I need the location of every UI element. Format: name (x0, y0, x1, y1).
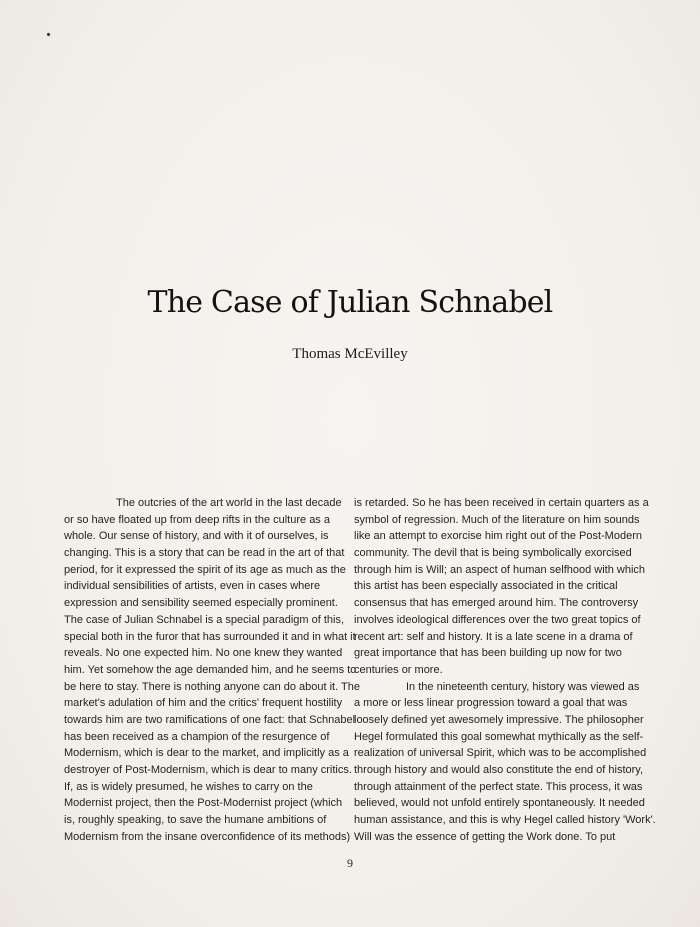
text-line: is, roughly speaking, to save the humane ambitions of (64, 814, 327, 827)
text-line: Modernism, which is dear to the market, and implicitly as a (64, 747, 349, 760)
text-line: The case of Julian Schnabel is a special paradigm of this, (64, 613, 345, 626)
text-line: community. The devil that is being symbolically exorcised (354, 547, 632, 560)
author-name: Thomas McEvilley (292, 346, 408, 362)
text-line: In the nineteenth century, history was viewed as (406, 680, 640, 693)
text-line: recent art: self and history. It is a late scene in a drama of (354, 630, 633, 643)
article-title: The Case of Julian Schnabel (147, 285, 553, 320)
text-line: has been received as a champion of the resurgence of (64, 730, 330, 743)
text-line: involves ideological differences over the two great topics of (354, 613, 641, 626)
text-line: Will was the essence of getting the Work done. To put (354, 830, 616, 843)
page-number: 9 (347, 856, 353, 870)
text-line: centuries or more. (354, 663, 443, 676)
text-column-left (64, 495, 360, 845)
text-line: him. Yet somehow the age demanded him, and he seems to (64, 663, 357, 676)
text-line: destroyer of Post-Modernism, which is dear to many critics. (64, 764, 352, 776)
text-line: market's adulation of him and the critics' frequent hostility (64, 697, 343, 710)
text-line: towards him are two ramifications of one fact: that Schnabel (64, 713, 356, 726)
text-line: Hegel formulated this goal somewhat mythically as the self- (354, 730, 644, 743)
text-line: this artist has been especially associated in the critical (354, 580, 618, 593)
text-line: whole. Our sense of history, and with it of ourselves, is (64, 530, 329, 543)
text-line: through history and would also constitute the end of history, (354, 764, 644, 776)
text-line: loosely defined yet awesomely impressive. The philosopher (354, 713, 644, 726)
ink-speck (46, 32, 50, 36)
text-line: great importance that has been building up now for two (354, 647, 622, 660)
text-line: symbol of regression. Much of the literature on him sounds (354, 513, 640, 526)
text-line: period, for it expressed the spirit of its age as much as the (64, 563, 346, 576)
text-column-right (354, 495, 656, 845)
text-line: is retarded. So he has been received in certain quarters as a (354, 497, 649, 509)
text-line: special both in the furor that has surrounded it and in what it (64, 630, 356, 643)
text-line: through attainment of the perfect state. This process, it was (354, 780, 643, 793)
text-line: expression and sensibility seemed especially prominent. (64, 597, 338, 610)
text-line: believed, would not unfold entirely spontaneously. It needed (354, 797, 645, 810)
text-line: a more or less linear progression toward a goal that was (354, 697, 628, 710)
text-line: The outcries of the art world in the last decade (116, 497, 342, 509)
text-line: reveals. No one expected him. No one knew they wanted (64, 647, 343, 660)
text-line: If, as is widely presumed, he wishes to carry on the (64, 780, 313, 793)
text-line: through him is Will; an aspect of human selfhood with which (354, 563, 646, 576)
text-line: like an attempt to exorcise him right out of the Post-Modern (354, 530, 642, 543)
text-line: realization of universal Spirit, which was to be accomplished (354, 747, 647, 760)
text-line: human assistance, and this is why Hegel called history 'Work'. (354, 814, 656, 827)
text-line: or so have floated up from deep rifts in the culture as a (64, 513, 330, 526)
text-line: be here to stay. There is nothing anyone can do about it. The (64, 680, 360, 693)
text-line: changing. This is a story that can be read in the art of that (64, 547, 345, 560)
text-line: Modernism from the insane overconfidence of its methods) (64, 830, 351, 843)
text-line: Modernist project, then the Post-Modernist project (which (64, 797, 343, 810)
text-line: consensus that has emerged around him. The controversy (354, 597, 639, 610)
text-line: individual sensibilities of artists, even in cases where (64, 580, 321, 593)
